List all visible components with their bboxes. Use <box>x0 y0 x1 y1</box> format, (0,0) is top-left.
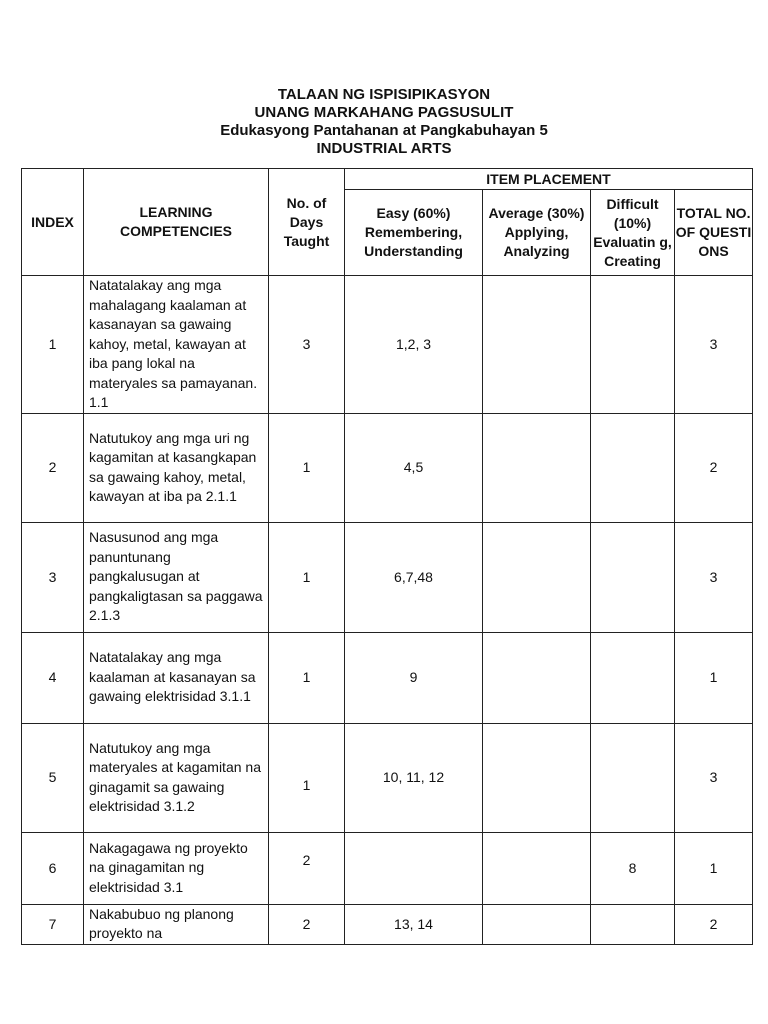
cell-total: 3 <box>675 522 753 632</box>
cell-days: 3 <box>269 276 345 414</box>
cell-index: 2 <box>22 413 84 522</box>
cell-average <box>483 276 591 414</box>
title-line-1: TALAAN NG ISPISIPIKASYON <box>277 86 491 103</box>
cell-difficult <box>591 522 675 632</box>
document-title-block <box>0 86 768 158</box>
header-index: INDEX <box>22 169 84 276</box>
cell-competency: Nakabubuo ng planong proyekto na <box>84 904 269 944</box>
cell-easy: 9 <box>345 632 483 723</box>
cell-days: 1 <box>269 632 345 723</box>
title-line-4: INDUSTRIAL ARTS <box>316 140 452 157</box>
cell-easy: 4,5 <box>345 413 483 522</box>
header-easy: Easy (60%) Remembering, Understanding <box>345 190 483 276</box>
cell-average <box>483 413 591 522</box>
cell-difficult <box>591 276 675 414</box>
cell-competency: Nakagagawa ng proyekto na ginagamitan ng elektrisidad 3.1 <box>84 832 269 904</box>
header-difficult: Difficult (10%) Evaluatin g, Creating <box>591 190 675 276</box>
cell-difficult <box>591 723 675 832</box>
cell-index: 7 <box>22 904 84 944</box>
cell-difficult: 8 <box>591 832 675 904</box>
cell-competency: Natatalakay ang mga mahalagang kaalaman at kasanayan sa gawaing kahoy, metal, kawayan at iba pang lokal na materyales sa pamayanan. 1.1 <box>84 276 269 414</box>
cell-days: 1 <box>269 723 345 832</box>
cell-index: 3 <box>22 522 84 632</box>
cell-easy: 6,7,48 <box>345 522 483 632</box>
cell-difficult <box>591 413 675 522</box>
cell-easy <box>345 832 483 904</box>
cell-average <box>483 723 591 832</box>
cell-competency: Natutukoy ang mga materyales at kagamitan na ginagamit sa gawaing elektrisidad 3.1.2 <box>84 723 269 832</box>
table-row <box>22 276 753 414</box>
title-line-3: Edukasyong Pantahanan at Pangkabuhayan 5 <box>220 122 548 139</box>
cell-index: 1 <box>22 276 84 414</box>
cell-average <box>483 632 591 723</box>
table-row <box>22 904 753 944</box>
header-average: Average (30%) Applying, Analyzing <box>483 190 591 276</box>
header-total: TOTAL NO. OF QUESTI ONS <box>675 190 753 276</box>
title-line-2: UNANG MARKAHANG PAGSUSULIT <box>254 104 514 121</box>
cell-days: 2 <box>269 904 345 944</box>
table-row <box>22 632 753 723</box>
cell-total: 1 <box>675 632 753 723</box>
header-learning-competencies: LEARNING COMPETENCIES <box>84 169 269 276</box>
header-item-placement: ITEM PLACEMENT <box>345 169 753 190</box>
cell-difficult <box>591 632 675 723</box>
cell-competency: Natatalakay ang mga kaalaman at kasanayan sa gawaing elektrisidad 3.1.1 <box>84 632 269 723</box>
table-row <box>22 723 753 832</box>
cell-total: 2 <box>675 413 753 522</box>
cell-index: 4 <box>22 632 84 723</box>
cell-total: 2 <box>675 904 753 944</box>
cell-index: 6 <box>22 832 84 904</box>
table-row <box>22 522 753 632</box>
cell-total: 3 <box>675 723 753 832</box>
cell-total: 3 <box>675 276 753 414</box>
cell-difficult <box>591 904 675 944</box>
cell-easy: 10, 11, 12 <box>345 723 483 832</box>
cell-total: 1 <box>675 832 753 904</box>
cell-average <box>483 832 591 904</box>
cell-competency: Nasusunod ang mga panuntunang pangkalusugan at pangkaligtasan sa paggawa 2.1.3 <box>84 522 269 632</box>
cell-average <box>483 904 591 944</box>
cell-competency: Natutukoy ang mga uri ng kagamitan at kasangkapan sa gawaing kahoy, metal, kawayan at iba pa 2.1.1 <box>84 413 269 522</box>
cell-days: 1 <box>269 522 345 632</box>
cell-easy: 1,2, 3 <box>345 276 483 414</box>
table-row <box>22 413 753 522</box>
cell-days: 1 <box>269 413 345 522</box>
cell-days: 2 <box>269 832 345 904</box>
table-row <box>22 832 753 904</box>
specification-table <box>21 168 753 945</box>
cell-average <box>483 522 591 632</box>
cell-index: 5 <box>22 723 84 832</box>
cell-easy: 13, 14 <box>345 904 483 944</box>
header-days-taught: No. of Days Taught <box>269 169 345 276</box>
